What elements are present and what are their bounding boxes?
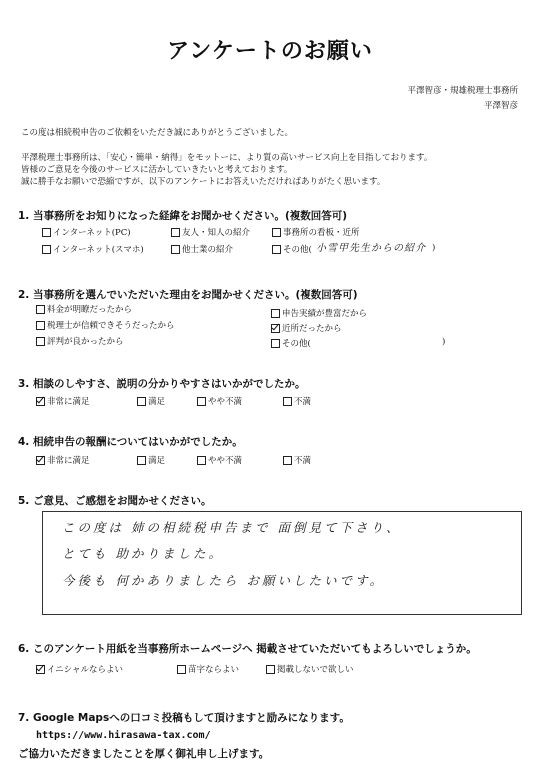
q4-option-dissatisfied[interactable]: 不満 <box>283 454 311 466</box>
checkbox[interactable] <box>171 228 180 237</box>
q1-option-internet-smartphone[interactable]: インターネット(スマホ) <box>42 243 144 255</box>
checkbox[interactable] <box>271 309 280 318</box>
checkbox[interactable] <box>177 665 186 674</box>
q4-option-very-satisfied[interactable]: 非常に満足 <box>36 454 90 466</box>
q1-option-signboard[interactable]: 事務所の看板・近所 <box>272 226 360 238</box>
checkbox[interactable] <box>272 245 281 254</box>
q6-option-initials-ok[interactable]: イニシャルならよい <box>36 663 123 675</box>
q3-option-very-satisfied[interactable]: 非常に満足 <box>36 395 90 407</box>
checkbox[interactable] <box>137 397 146 406</box>
q4-label: 4. 相続申告の報酬についてはいかがでしたか。 <box>18 436 243 448</box>
checkbox[interactable] <box>266 665 275 674</box>
q1-label: 1. 当事務所をお知りになった経緯をお聞かせください。(複数回答可) <box>18 210 348 222</box>
checkbox-checked[interactable] <box>36 665 45 674</box>
q3-option-dissatisfied[interactable]: 不満 <box>283 395 311 407</box>
q1-option-other[interactable]: その他( <box>272 243 312 255</box>
checkbox[interactable] <box>36 321 45 330</box>
q6-label: 6. このアンケート用紙を当事務所ホームページへ 掲載させていただいてもよろしいでしょうか。 <box>18 643 477 655</box>
checkbox[interactable] <box>42 228 51 237</box>
q1-close-paren: ) <box>432 243 436 253</box>
q6-option-surname-ok[interactable]: 苗字ならよい <box>177 663 239 675</box>
intro-line-4: 誠に勝手なお願いで恐縮ですが、以下のアンケートにお答えいただければありがたく思います。 <box>21 177 386 187</box>
q1-option-other-professional[interactable]: 他士業の紹介 <box>171 243 233 255</box>
checkbox[interactable] <box>197 456 206 465</box>
q2-option-trustworthy[interactable]: 税理士が信頼できそうだったから <box>36 319 175 331</box>
checkbox[interactable] <box>137 456 146 465</box>
q7-label: 7. Google Mapsへの口コミ投稿もして頂けますと励みになります。 <box>18 712 350 724</box>
comment-line-1: この度は 姉の相続税申告まで 面倒見て下さり、 <box>62 520 402 535</box>
office-name: 平澤智彦・規雄税理士事務所 <box>407 86 518 96</box>
q4-option-somewhat-dissatisfied[interactable]: やや不満 <box>197 454 242 466</box>
checkbox-checked[interactable] <box>36 397 45 406</box>
q1-option-internet-pc[interactable]: インターネット(PC) <box>42 226 131 238</box>
checkbox-checked[interactable] <box>271 324 280 333</box>
q2-close-paren: ) <box>442 337 446 347</box>
comment-line-3: 今後も 何かありましたら お願いしたいです。 <box>62 573 385 588</box>
q3-option-somewhat-dissatisfied[interactable]: やや不満 <box>197 395 242 407</box>
q6-option-do-not-publish[interactable]: 掲載しないで欲しい <box>266 663 354 675</box>
intro-line-3: 皆様のご意見を今後のサービスに活かしていきたいと考えております。 <box>21 165 293 175</box>
q3-label: 3. 相談のしやすさ、説明の分かりやすさはいかがでしたか。 <box>18 378 306 390</box>
q1-option-friend-referral[interactable]: 友人・知人の紹介 <box>171 226 250 238</box>
intro-line-1: この度は相続税申告のご依頼をいただき誠にありがとうございました。 <box>21 128 294 138</box>
checkbox[interactable] <box>36 305 45 314</box>
checkbox[interactable] <box>197 397 206 406</box>
person-name: 平澤智彦 <box>483 101 518 111</box>
comment-line-2: とても 助かりました。 <box>62 546 224 561</box>
q2-option-clear-fees[interactable]: 料金が明瞭だったから <box>36 303 132 315</box>
checkbox[interactable] <box>271 339 280 348</box>
q3-option-satisfied[interactable]: 満足 <box>137 395 165 407</box>
checkbox[interactable] <box>283 456 292 465</box>
website-url[interactable]: https://www.hirasawa-tax.com/ <box>36 730 211 741</box>
checkbox[interactable] <box>171 245 180 254</box>
q4-option-satisfied[interactable]: 満足 <box>137 454 165 466</box>
q5-label: 5. ご意見、ご感想をお聞かせください。 <box>18 495 212 507</box>
checkbox[interactable] <box>36 337 45 346</box>
intro-line-2: 平澤税理士事務所は、「安心・簡単・納得」をモットーに、より質の高いサービス向上を目指しております。 <box>21 153 433 163</box>
thanks-text: ご協力いただきましたことを厚く御礼申し上げます。 <box>18 748 270 760</box>
q2-option-nearby[interactable]: 近所だったから <box>271 322 342 334</box>
page-title: アンケートのお願い <box>167 39 373 64</box>
q1-other-handwritten-answer: 小雪甲先生からの紹介 <box>316 243 426 254</box>
checkbox[interactable] <box>283 397 292 406</box>
checkbox[interactable] <box>272 228 281 237</box>
checkbox[interactable] <box>42 245 51 254</box>
q2-option-good-reputation[interactable]: 評判が良かったから <box>36 335 124 347</box>
q2-label: 2. 当事務所を選んでいただいた理由をお聞かせください。(複数回答可) <box>18 289 358 301</box>
q2-option-track-record[interactable]: 申告実績が豊富だから <box>271 307 367 319</box>
checkbox-checked[interactable] <box>36 456 45 465</box>
q2-option-other[interactable]: その他( <box>271 337 311 349</box>
